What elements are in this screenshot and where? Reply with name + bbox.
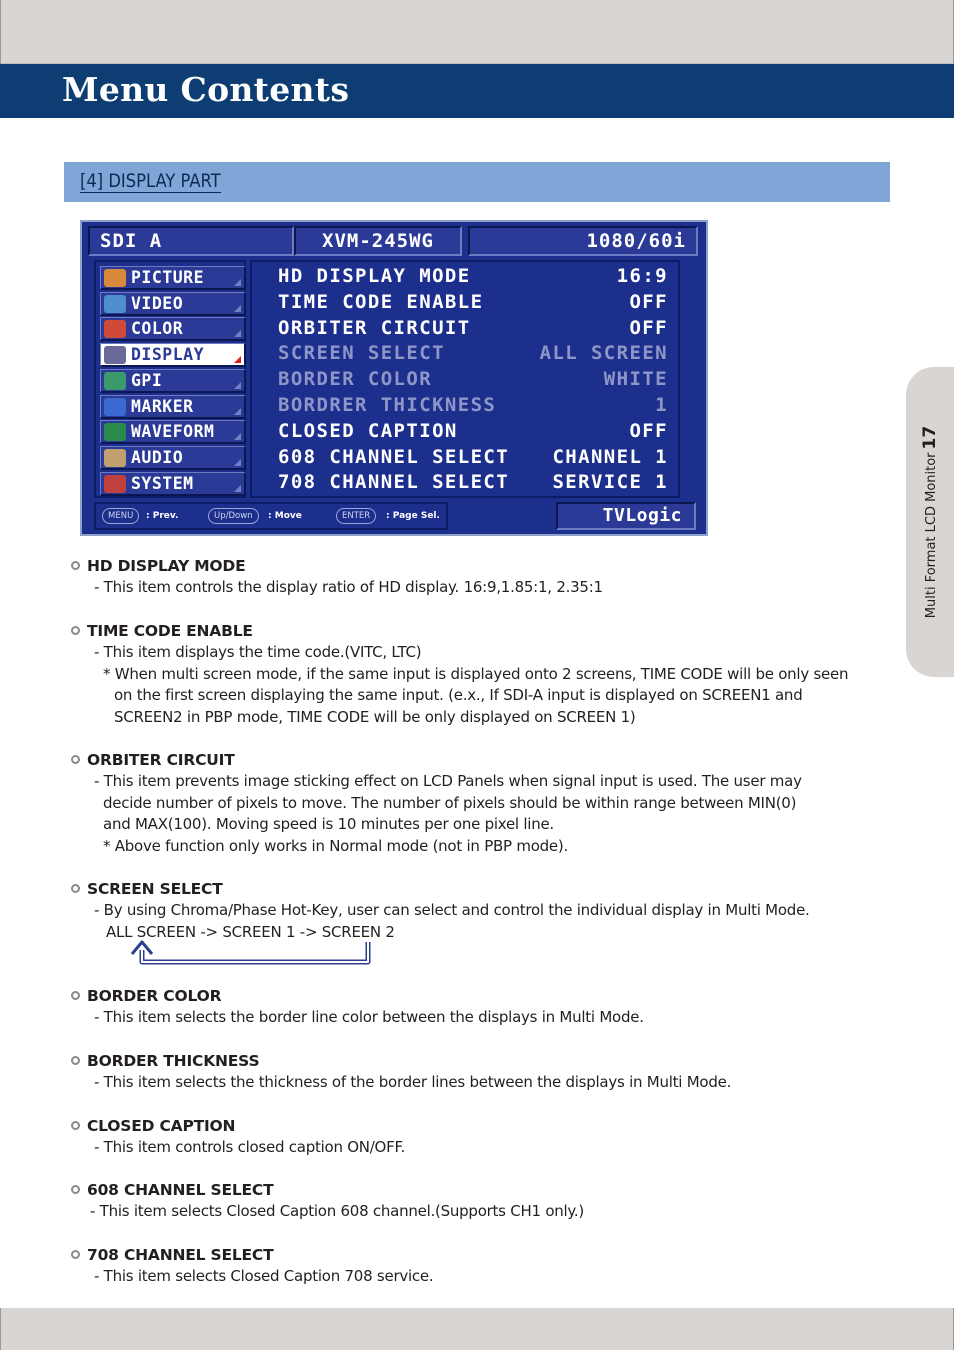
- osd-setting-row[interactable]: [254, 290, 678, 316]
- osd-setting-row[interactable]: [254, 419, 678, 445]
- osd-menu-item-label: SYSTEM: [131, 473, 194, 493]
- osd-setting-label: BORDRER THICKNESS: [278, 394, 497, 416]
- osd-setting-value: 1: [655, 394, 668, 416]
- section-header: [64, 162, 890, 202]
- description-heading: TIME CODE ENABLE: [87, 622, 253, 640]
- osd-setting-value: ALL SCREEN: [539, 342, 668, 365]
- description-heading: 608 CHANNEL SELECT: [87, 1181, 274, 1199]
- description-heading: BORDER COLOR: [87, 987, 222, 1005]
- corner-arrow-icon: [234, 305, 241, 312]
- osd-setting-label: 608 CHANNEL SELECT: [278, 445, 510, 468]
- osd-model-label: XVM-245WG: [322, 230, 434, 252]
- osd-setting-row[interactable]: [254, 393, 678, 419]
- osd-menu-item-waveform[interactable]: [100, 420, 246, 444]
- description-line: * Above function only works in Normal mode (not in PBP mode).: [103, 836, 568, 855]
- menu-key-badge: MENU: [102, 508, 139, 524]
- side-tab-text: Multi Format LCD Monitor: [924, 452, 939, 619]
- bullet-circle-icon: [71, 1185, 80, 1194]
- description-line: SCREEN2 in PBP mode, TIME CODE will be only displayed on SCREEN 1): [114, 707, 636, 726]
- description-heading: 708 CHANNEL SELECT: [87, 1246, 274, 1264]
- osd-setting-label: TIME CODE ENABLE: [278, 290, 484, 313]
- osd-setting-label: ORBITER CIRCUIT: [278, 316, 471, 339]
- osd-setting-label: CLOSED CAPTION: [278, 419, 458, 442]
- description-line: - This item controls closed caption ON/OFF.: [94, 1138, 405, 1156]
- description-line: and MAX(100). Moving speed is 10 minutes per one pixel line.: [103, 815, 554, 833]
- updown-key-text: : Move: [268, 511, 302, 521]
- osd-setting-row[interactable]: [254, 367, 678, 393]
- osd-setting-value: CHANNEL 1: [552, 445, 668, 468]
- description-line: - This item displays the time code.(VITC, LTC): [94, 643, 422, 661]
- corner-arrow-icon: [234, 408, 241, 415]
- page-number: 17: [920, 425, 940, 450]
- bullet-circle-icon: [71, 561, 80, 570]
- corner-arrow-icon: [234, 433, 241, 440]
- osd-model-box: [294, 226, 462, 256]
- osd-menu-item-label: PICTURE: [131, 268, 205, 287]
- osd-setting-row[interactable]: [254, 470, 678, 496]
- color-icon: [104, 320, 126, 338]
- bullet-circle-icon: [71, 626, 80, 635]
- osd-menu-item-picture[interactable]: [100, 266, 246, 290]
- description-heading: ORBITER CIRCUIT: [87, 751, 235, 769]
- osd-menu-item-system[interactable]: [100, 472, 246, 496]
- osd-menu-item-label: MARKER: [131, 396, 194, 416]
- osd-setting-value: 16:9: [616, 265, 668, 287]
- osd-setting-value: OFF: [629, 419, 668, 442]
- osd-setting-row[interactable]: [254, 316, 678, 342]
- bullet-circle-icon: [71, 884, 80, 893]
- section-title: [4] DISPLAY PART: [80, 170, 221, 192]
- description-line: - This item controls the display ratio of HD display. 16:9,1.85:1, 2.35:1: [94, 578, 603, 596]
- osd-input-label: SDI A: [100, 230, 163, 252]
- corner-arrow-icon: [234, 330, 241, 337]
- system-icon: [104, 475, 126, 493]
- enter-key-text: : Page Sel.: [386, 511, 440, 521]
- updown-key-badge: Up/Down: [208, 508, 259, 524]
- osd-menu-item-audio[interactable]: [100, 446, 246, 470]
- side-tab: [906, 367, 954, 677]
- description-heading: SCREEN SELECT: [87, 880, 223, 898]
- osd-menu-item-label: COLOR: [131, 319, 184, 339]
- marker-icon: [104, 398, 126, 416]
- osd-setting-value: WHITE: [603, 368, 668, 391]
- enter-key-badge: ENTER: [336, 508, 376, 524]
- description-heading: HD DISPLAY MODE: [87, 557, 246, 575]
- osd-format-box: [468, 226, 698, 256]
- osd-setting-value: OFF: [629, 290, 668, 313]
- osd-menu-item-label: DISPLAY: [131, 345, 205, 365]
- corner-arrow-icon: [234, 382, 241, 389]
- crop-mark: [0, 1308, 1, 1350]
- display-icon: [104, 346, 126, 364]
- osd-menu-screenshot: [80, 220, 708, 536]
- description-line: * When multi screen mode, if the same input is displayed onto 2 screens, TIME CODE will be only seen: [103, 664, 849, 683]
- osd-setting-row[interactable]: [254, 445, 678, 471]
- osd-setting-value: SERVICE 1: [552, 471, 668, 494]
- corner-arrow-icon: [234, 459, 241, 466]
- osd-settings-panel: [250, 260, 680, 498]
- description-line: on the first screen displaying the same input. (e.x., If SDI-A input is displayed on SCREEN1 and: [114, 686, 803, 704]
- osd-setting-label: SCREEN SELECT: [278, 342, 445, 365]
- bullet-circle-icon: [71, 1121, 80, 1130]
- gpi-icon: [104, 372, 126, 390]
- menu-key-text: : Prev.: [146, 511, 179, 521]
- description-line: - This item selects Closed Caption 708 service.: [94, 1267, 434, 1285]
- description-heading: BORDER THICKNESS: [87, 1052, 260, 1070]
- osd-menu-item-color[interactable]: [100, 317, 246, 341]
- osd-menu-item-display[interactable]: [100, 343, 246, 367]
- bullet-circle-icon: [71, 1056, 80, 1065]
- osd-menu-item-video[interactable]: [100, 292, 246, 316]
- picture-icon: [104, 269, 126, 287]
- description-line: - This item selects the border line color between the displays in Multi Mode.: [94, 1008, 644, 1026]
- osd-setting-label: HD DISPLAY MODE: [278, 265, 471, 287]
- bottom-margin-strip: [0, 1308, 954, 1350]
- osd-brand-logo: TVLogic: [602, 505, 682, 526]
- side-tab-label: [920, 372, 940, 672]
- description-line: ALL SCREEN -> SCREEN 1 -> SCREEN 2: [106, 922, 395, 941]
- description-heading: CLOSED CAPTION: [87, 1117, 236, 1135]
- corner-arrow-icon: [234, 485, 241, 492]
- corner-arrow-icon: [234, 356, 241, 363]
- bullet-circle-icon: [71, 1250, 80, 1259]
- osd-setting-row[interactable]: [254, 264, 678, 290]
- cycle-arrow-icon: [120, 940, 380, 970]
- osd-setting-label: 708 CHANNEL SELECT: [278, 471, 510, 494]
- page-title: Menu Contents: [62, 70, 350, 109]
- osd-menu-item-label: AUDIO: [131, 447, 184, 467]
- waveform-icon: [104, 423, 126, 441]
- description-line: - This item selects Closed Caption 608 channel.(Supports CH1 only.): [90, 1202, 585, 1220]
- osd-menu-item-label: VIDEO: [131, 293, 184, 313]
- osd-setting-value: OFF: [629, 316, 668, 339]
- description-line: - This item prevents image sticking effect on LCD Panels when signal input is used. The user may: [94, 772, 802, 790]
- crop-mark: [0, 0, 1, 64]
- bullet-circle-icon: [71, 755, 80, 764]
- osd-brand-box: [556, 502, 696, 530]
- top-margin-strip: [0, 0, 954, 64]
- osd-input-box: [88, 226, 294, 256]
- osd-setting-row[interactable]: [254, 341, 678, 367]
- title-band: [0, 64, 954, 118]
- osd-menu-item-label: WAVEFORM: [131, 422, 215, 442]
- osd-menu-item-marker[interactable]: [100, 395, 246, 419]
- description-line: - By using Chroma/Phase Hot-Key, user can select and control the individual display in Multi Mode.: [94, 901, 810, 919]
- osd-menu-item-label: GPI: [131, 370, 163, 390]
- osd-format-label: 1080/60i: [586, 230, 686, 252]
- bullet-circle-icon: [71, 991, 80, 1000]
- osd-key-guide: [94, 502, 448, 530]
- description-line: - This item selects the thickness of the border lines between the displays in Multi Mode.: [94, 1073, 732, 1091]
- corner-arrow-icon: [234, 279, 241, 286]
- osd-category-menu: [94, 260, 246, 498]
- osd-menu-item-gpi[interactable]: [100, 369, 246, 393]
- audio-icon: [104, 449, 126, 467]
- description-line: decide number of pixels to move. The number of pixels should be within range between MIN(0): [103, 793, 797, 812]
- osd-setting-label: BORDER COLOR: [278, 368, 433, 391]
- video-icon: [104, 295, 126, 313]
